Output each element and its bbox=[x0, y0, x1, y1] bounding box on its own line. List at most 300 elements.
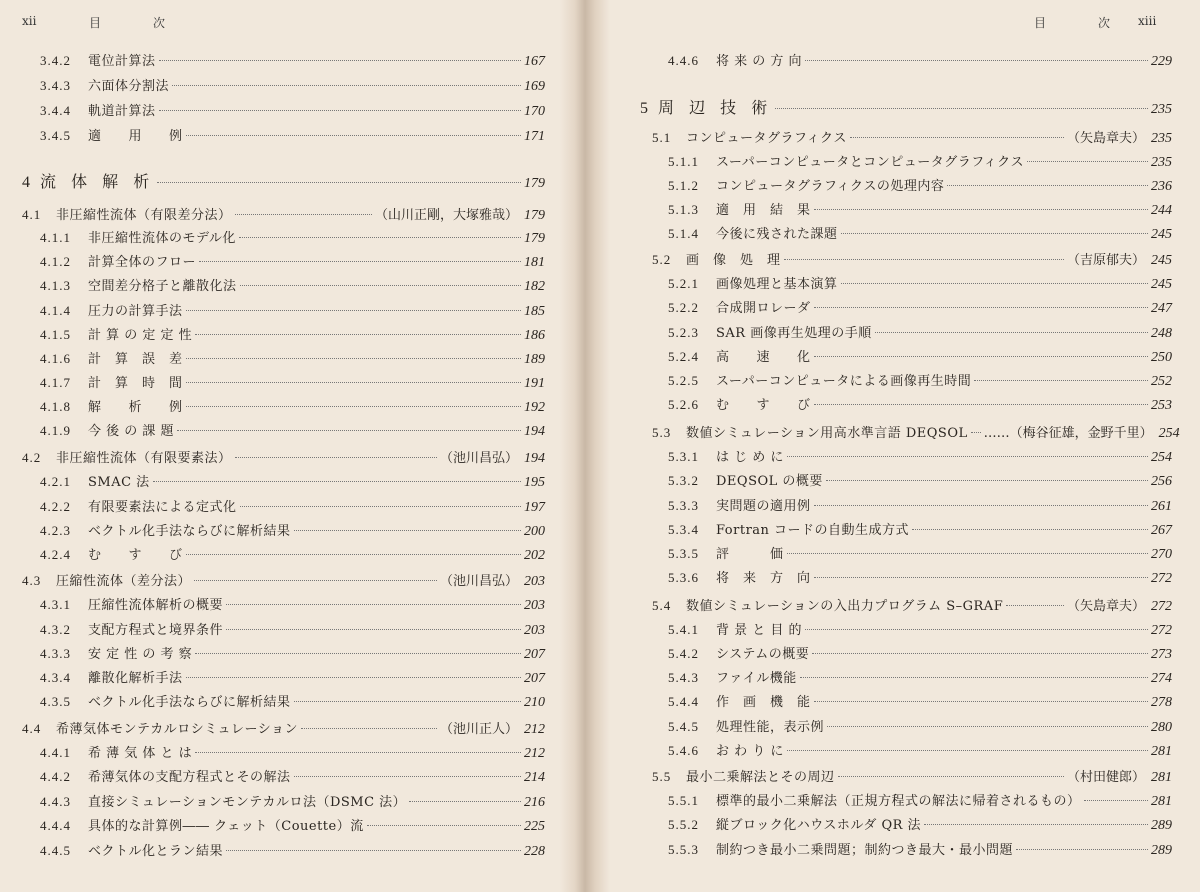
toc-title: 具体的な計算例―― クェット（Couette）流 bbox=[88, 819, 364, 834]
toc-dot-leader bbox=[814, 701, 1148, 702]
toc-number: 5.2.5 bbox=[668, 373, 699, 388]
toc-dot-leader bbox=[153, 481, 521, 482]
toc-page-number: 203 bbox=[524, 598, 545, 613]
toc-number: 4.2.2 bbox=[40, 499, 71, 514]
toc-dot-leader bbox=[239, 237, 521, 238]
toc-title: む す び bbox=[716, 398, 811, 413]
toc-subsection-row bbox=[40, 349, 545, 369]
toc-dot-leader bbox=[186, 358, 521, 359]
toc-number: 4.1.4 bbox=[40, 303, 71, 318]
toc-title: 非圧縮性流体（有限要素法） bbox=[56, 451, 232, 466]
toc-dot-leader bbox=[814, 404, 1148, 405]
toc-dot-leader bbox=[186, 382, 521, 383]
toc-number: 5.3.2 bbox=[668, 473, 699, 488]
toc-number: 5.4.5 bbox=[668, 719, 699, 734]
toc-title: 圧縮性流体（差分法） bbox=[56, 574, 192, 589]
toc-title: 将 来 方 向 bbox=[716, 571, 811, 586]
toc-dot-leader bbox=[775, 108, 1148, 109]
toc-number: 4.2.3 bbox=[40, 523, 71, 538]
toc-dot-leader bbox=[186, 677, 521, 678]
toc-dot-leader bbox=[409, 801, 521, 802]
toc-page-number: 272 bbox=[1151, 599, 1172, 614]
toc-section-row bbox=[22, 448, 545, 468]
toc-number: 4.4.2 bbox=[40, 769, 71, 784]
toc-title: DEQSOL の概要 bbox=[716, 474, 823, 489]
toc-number: 5.2 bbox=[652, 252, 672, 267]
toc-page-number: 185 bbox=[524, 304, 545, 319]
toc-number: 5.2.1 bbox=[668, 276, 699, 291]
toc-subsection-row bbox=[40, 668, 545, 688]
toc-subsection-row bbox=[40, 644, 545, 664]
toc-title: 離散化解析手法 bbox=[88, 671, 183, 686]
toc-dot-leader bbox=[814, 356, 1148, 357]
toc-number: 5.5.2 bbox=[668, 817, 699, 832]
toc-author: （吉原郁夫） bbox=[1066, 253, 1145, 268]
toc-subsection-row bbox=[668, 447, 1172, 467]
toc-title: 今 後 の 課 題 bbox=[88, 424, 175, 439]
toc-page-number: 191 bbox=[524, 376, 545, 391]
toc-title: SAR 画像再生処理の手順 bbox=[716, 326, 872, 341]
toc-number: 5.3 bbox=[652, 425, 672, 440]
toc-page-number: 182 bbox=[524, 279, 545, 294]
toc-subsection-row bbox=[40, 472, 545, 492]
toc-page-number: 235 bbox=[1151, 131, 1172, 146]
toc-page-number: 203 bbox=[524, 623, 545, 638]
toc-title: 将 来 の 方 向 bbox=[716, 54, 803, 69]
toc-title: 最小二乗解法とその周辺 bbox=[686, 770, 835, 785]
toc-title: 希薄気体モンテカルロシミュレーション bbox=[56, 722, 298, 737]
toc-section-row bbox=[22, 571, 545, 591]
toc-page-number: 169 bbox=[524, 79, 545, 94]
toc-page-number: 256 bbox=[1151, 474, 1172, 489]
toc-page-number: 195 bbox=[524, 475, 545, 490]
toc-number: 5.1.2 bbox=[668, 178, 699, 193]
toc-title: 合成開ロレーダ bbox=[716, 301, 811, 316]
toc-dot-leader bbox=[841, 233, 1148, 234]
toc-number: 4.1.3 bbox=[40, 278, 71, 293]
left-header-title: 目 次 bbox=[89, 16, 186, 30]
toc-dot-leader bbox=[827, 726, 1148, 727]
toc-dot-leader bbox=[235, 214, 372, 215]
toc-page-number: 289 bbox=[1151, 818, 1172, 833]
toc-title: 実問題の適用例 bbox=[716, 499, 811, 514]
toc-dot-leader bbox=[195, 334, 521, 335]
toc-subsection-row bbox=[668, 741, 1172, 761]
toc-page-number: 225 bbox=[524, 819, 545, 834]
toc-title: 計 算 誤 差 bbox=[88, 352, 183, 367]
toc-page-number: 179 bbox=[524, 208, 545, 223]
toc-number: 4.2 bbox=[22, 450, 42, 465]
toc-subsection-row bbox=[668, 620, 1172, 640]
toc-page-number: 254 bbox=[1151, 450, 1172, 465]
toc-number: 3.4.4 bbox=[40, 103, 71, 118]
toc-dot-leader bbox=[294, 530, 521, 531]
toc-dot-leader bbox=[947, 185, 1148, 186]
toc-dot-leader bbox=[1016, 849, 1148, 850]
toc-title: コンピュータグラフィクス bbox=[686, 131, 847, 146]
toc-dot-leader bbox=[875, 332, 1148, 333]
toc-page-number: 229 bbox=[1151, 54, 1172, 69]
toc-dot-leader bbox=[850, 137, 1064, 138]
toc-subsection-row bbox=[668, 395, 1172, 415]
toc-dot-leader bbox=[912, 529, 1148, 530]
toc-number: 4.1.5 bbox=[40, 327, 71, 342]
toc-subsection-row bbox=[40, 325, 545, 345]
toc-page-number: 253 bbox=[1151, 398, 1172, 413]
toc-page-number: 167 bbox=[524, 54, 545, 69]
toc-section-row bbox=[22, 205, 545, 225]
toc-page-number: 248 bbox=[1151, 326, 1172, 341]
toc-title: お わ り に bbox=[716, 744, 784, 759]
toc-subsection-row bbox=[668, 347, 1172, 367]
toc-title: 六面体分割法 bbox=[88, 79, 170, 94]
toc-page-number: 197 bbox=[524, 500, 545, 515]
toc-title: 背 景 と 目 的 bbox=[716, 623, 803, 638]
toc-subsection-row bbox=[40, 841, 545, 861]
toc-title: 作 画 機 能 bbox=[716, 695, 811, 710]
toc-dot-leader bbox=[186, 554, 521, 555]
toc-subsection-row bbox=[668, 323, 1172, 343]
toc-page-number: 247 bbox=[1151, 301, 1172, 316]
toc-number: 5.1.4 bbox=[668, 226, 699, 241]
toc-page-number: 179 bbox=[524, 176, 545, 191]
toc-subsection-row bbox=[668, 544, 1172, 564]
toc-author: （池川昌弘） bbox=[439, 451, 518, 466]
toc-subsection-row bbox=[668, 274, 1172, 294]
toc-dot-leader bbox=[805, 60, 1148, 61]
toc-subsection-row bbox=[668, 692, 1172, 712]
toc-dot-leader bbox=[1084, 800, 1148, 801]
toc-page-number: 207 bbox=[524, 647, 545, 662]
toc-title: 希 薄 気 体 と は bbox=[88, 746, 193, 761]
toc-dot-leader bbox=[826, 480, 1148, 481]
toc-dot-leader bbox=[240, 506, 521, 507]
toc-title: システムの概要 bbox=[716, 647, 810, 662]
toc-page-number: 272 bbox=[1151, 623, 1172, 638]
toc-dot-leader bbox=[159, 110, 521, 111]
toc-number: 5.4 bbox=[652, 598, 672, 613]
toc-dot-leader bbox=[784, 259, 1064, 260]
toc-page-number: 179 bbox=[524, 231, 545, 246]
toc-title: 流 体 解 析 bbox=[40, 172, 155, 191]
toc-number: 5.4.1 bbox=[668, 622, 699, 637]
toc-title: は じ め に bbox=[716, 450, 784, 465]
toc-page-number: 207 bbox=[524, 671, 545, 686]
toc-section-row bbox=[652, 250, 1172, 270]
toc-number: 4.4.3 bbox=[40, 794, 71, 809]
toc-title: 処理性能，表示例 bbox=[716, 720, 825, 735]
toc-dot-leader bbox=[177, 430, 521, 431]
toc-number: 5.3.3 bbox=[668, 498, 699, 513]
toc-title: 計算全体のフロー bbox=[88, 255, 197, 270]
toc-chapter-row bbox=[640, 96, 1172, 120]
toc-dot-leader bbox=[240, 285, 521, 286]
toc-dot-leader bbox=[186, 135, 521, 136]
toc-page-number: 212 bbox=[524, 722, 545, 737]
toc-subsection-row bbox=[40, 595, 545, 615]
toc-section-row bbox=[652, 767, 1172, 787]
toc-page-number: 267 bbox=[1151, 523, 1172, 538]
toc-number: 5.1.3 bbox=[668, 202, 699, 217]
toc-title: スーパーコンピュータとコンピュータグラフィクス bbox=[716, 155, 1025, 170]
book-gutter bbox=[560, 0, 610, 892]
toc-title: ファイル機能 bbox=[716, 671, 797, 686]
toc-subsection-row bbox=[668, 471, 1172, 491]
toc-title: 圧縮性流体解析の概要 bbox=[88, 598, 224, 613]
toc-section-row bbox=[652, 423, 1180, 443]
toc-title: 数値シミュレーションの入出力プログラム S–GRAF bbox=[686, 599, 1004, 614]
toc-title: 数値シミュレーション用高水準言語 DEQSOL bbox=[686, 426, 968, 441]
toc-dot-leader bbox=[812, 653, 1148, 654]
toc-number: 3.4.5 bbox=[40, 128, 71, 143]
toc-subsection-row bbox=[40, 51, 545, 71]
toc-subsection-row bbox=[668, 668, 1172, 688]
toc-subsection-row bbox=[40, 692, 545, 712]
toc-number: 4.2.4 bbox=[40, 547, 71, 562]
toc-subsection-row bbox=[40, 373, 545, 393]
toc-section-row bbox=[652, 128, 1172, 148]
toc-number: 4.1.6 bbox=[40, 351, 71, 366]
toc-page-number: 281 bbox=[1151, 770, 1172, 785]
toc-number: 4.4.5 bbox=[40, 843, 71, 858]
toc-subsection-row bbox=[40, 497, 545, 517]
toc-dot-leader bbox=[838, 776, 1064, 777]
toc-number: 4.3.3 bbox=[40, 646, 71, 661]
toc-title: 安 定 性 の 考 察 bbox=[88, 647, 193, 662]
toc-dot-leader bbox=[226, 850, 521, 851]
toc-page-number: 244 bbox=[1151, 203, 1172, 218]
toc-dot-leader bbox=[235, 457, 437, 458]
toc-number: 4.1.9 bbox=[40, 423, 71, 438]
toc-author: ……（梅谷征雄，金野千里） bbox=[983, 426, 1153, 441]
toc-page-number: 250 bbox=[1151, 350, 1172, 365]
toc-number: 3.4.2 bbox=[40, 53, 71, 68]
toc-subsection-row bbox=[40, 521, 545, 541]
toc-number: 5.3.6 bbox=[668, 570, 699, 585]
toc-subsection-row bbox=[668, 298, 1172, 318]
toc-author: （池川昌弘） bbox=[439, 574, 518, 589]
toc-page-number: 200 bbox=[524, 524, 545, 539]
toc-number: 4.4.6 bbox=[668, 53, 699, 68]
toc-title: ベクトル化とラン結果 bbox=[88, 844, 224, 859]
toc-subsection-row bbox=[40, 816, 545, 836]
toc-number: 5.3.5 bbox=[668, 546, 699, 561]
toc-title: 直接シミュレーションモンテカルロ法（DSMC 法） bbox=[88, 795, 407, 810]
toc-page-number: 261 bbox=[1151, 499, 1172, 514]
toc-page-number: 281 bbox=[1151, 794, 1172, 809]
toc-page-number: 245 bbox=[1151, 253, 1172, 268]
toc-title: ベクトル化手法ならびに解析結果 bbox=[88, 524, 291, 539]
toc-dot-leader bbox=[841, 283, 1148, 284]
toc-page-number: 245 bbox=[1151, 277, 1172, 292]
toc-dot-leader bbox=[301, 728, 437, 729]
toc-subsection-row bbox=[40, 792, 545, 812]
toc-page-number: 289 bbox=[1151, 843, 1172, 858]
toc-number: 5.3.4 bbox=[668, 522, 699, 537]
right-page-number-roman: xiii bbox=[1138, 14, 1157, 28]
toc-page-number: 194 bbox=[524, 424, 545, 439]
toc-subsection-row bbox=[668, 51, 1172, 71]
toc-author: （矢島章夫） bbox=[1066, 131, 1145, 146]
toc-number: 4.1.2 bbox=[40, 254, 71, 269]
toc-subsection-row bbox=[40, 545, 545, 565]
toc-subsection-row bbox=[668, 840, 1172, 860]
toc-dot-leader bbox=[195, 653, 521, 654]
toc-title: SMAC 法 bbox=[88, 475, 150, 490]
toc-dot-leader bbox=[787, 750, 1148, 751]
toc-dot-leader bbox=[814, 209, 1148, 210]
toc-number: 4.3.5 bbox=[40, 694, 71, 709]
toc-page-number: 281 bbox=[1151, 744, 1172, 759]
toc-dot-leader bbox=[294, 701, 521, 702]
toc-subsection-row bbox=[668, 176, 1172, 196]
toc-title: 軌道計算法 bbox=[88, 104, 156, 119]
toc-dot-leader bbox=[1006, 605, 1064, 606]
toc-page-number: 181 bbox=[524, 255, 545, 270]
toc-dot-leader bbox=[1027, 161, 1148, 162]
toc-subsection-row bbox=[40, 301, 545, 321]
toc-number: 3.4.3 bbox=[40, 78, 71, 93]
toc-title: 空間差分格子と離散化法 bbox=[88, 279, 237, 294]
toc-dot-leader bbox=[195, 752, 521, 753]
toc-title: スーパーコンピュータによる画像再生時間 bbox=[716, 374, 972, 389]
toc-dot-leader bbox=[367, 825, 521, 826]
toc-number: 5.4.6 bbox=[668, 743, 699, 758]
toc-number: 4.2.1 bbox=[40, 474, 71, 489]
toc-page-number: 212 bbox=[524, 746, 545, 761]
toc-dot-leader bbox=[805, 629, 1148, 630]
toc-title: 適 用 例 bbox=[88, 129, 183, 144]
toc-subsection-row bbox=[668, 496, 1172, 516]
toc-number: 5.5.3 bbox=[668, 842, 699, 857]
toc-title: 計 算 の 定 定 性 bbox=[88, 328, 193, 343]
toc-subsection-row bbox=[40, 252, 545, 272]
toc-number: 5.1.1 bbox=[668, 154, 699, 169]
toc-title: 縦ブロック化ハウスホルダ QR 法 bbox=[716, 818, 922, 833]
toc-dot-leader bbox=[974, 380, 1148, 381]
toc-subsection-row bbox=[40, 76, 545, 96]
toc-subsection-row bbox=[668, 520, 1172, 540]
toc-subsection-row bbox=[40, 126, 545, 146]
toc-number: 5.3.1 bbox=[668, 449, 699, 464]
toc-dot-leader bbox=[186, 406, 521, 407]
toc-page-number: 210 bbox=[524, 695, 545, 710]
toc-dot-leader bbox=[294, 776, 521, 777]
toc-title: 支配方程式と境界条件 bbox=[88, 623, 224, 638]
toc-page-number: 236 bbox=[1151, 179, 1172, 194]
toc-page-number: 214 bbox=[524, 770, 545, 785]
toc-number: 4 bbox=[22, 174, 31, 191]
toc-page-number: 254 bbox=[1158, 426, 1180, 441]
toc-dot-leader bbox=[226, 604, 521, 605]
toc-title: 圧力の計算手法 bbox=[88, 304, 183, 319]
toc-number: 5.2.3 bbox=[668, 325, 699, 340]
toc-dot-leader bbox=[814, 307, 1148, 308]
toc-subsection-row bbox=[668, 371, 1172, 391]
toc-page-number: 278 bbox=[1151, 695, 1172, 710]
toc-page-number: 228 bbox=[524, 844, 545, 859]
toc-title: Fortran コードの自動生成方式 bbox=[716, 523, 910, 538]
right-header-title: 目 次 bbox=[1034, 16, 1131, 30]
toc-number: 5.2.6 bbox=[668, 397, 699, 412]
toc-dot-leader bbox=[157, 182, 521, 183]
toc-number: 5.1 bbox=[652, 130, 672, 145]
toc-number: 4.3.4 bbox=[40, 670, 71, 685]
toc-number: 5.2.4 bbox=[668, 349, 699, 364]
toc-page-number: 171 bbox=[524, 129, 545, 144]
toc-number: 5.5.1 bbox=[668, 793, 699, 808]
toc-page-number: 186 bbox=[524, 328, 545, 343]
toc-number: 4.3.1 bbox=[40, 597, 71, 612]
toc-number: 4.4 bbox=[22, 721, 42, 736]
toc-number: 4.1.7 bbox=[40, 375, 71, 390]
toc-number: 5.2.2 bbox=[668, 300, 699, 315]
toc-page-number: 203 bbox=[524, 574, 545, 589]
toc-page-number: 192 bbox=[524, 400, 545, 415]
toc-subsection-row bbox=[668, 815, 1172, 835]
toc-dot-leader bbox=[971, 432, 981, 433]
toc-number: 4.4.1 bbox=[40, 745, 71, 760]
toc-section-row bbox=[22, 719, 545, 739]
toc-page-number: 280 bbox=[1151, 720, 1172, 735]
toc-subsection-row bbox=[40, 743, 545, 763]
toc-title: 周 辺 技 術 bbox=[658, 98, 773, 117]
toc-number: 4.1.8 bbox=[40, 399, 71, 414]
toc-title: 制約つき最小二乗問題；制約つき最大・最小問題 bbox=[716, 843, 1014, 858]
toc-dot-leader bbox=[814, 577, 1148, 578]
toc-title: 画像処理と基本演算 bbox=[716, 277, 838, 292]
toc-subsection-row bbox=[668, 224, 1172, 244]
toc-subsection-row bbox=[40, 620, 545, 640]
toc-title: 有限要素法による定式化 bbox=[88, 500, 237, 515]
toc-page-number: 216 bbox=[524, 795, 545, 810]
toc-subsection-row bbox=[40, 397, 545, 417]
toc-author: （村田健郎） bbox=[1066, 770, 1145, 785]
toc-subsection-row bbox=[40, 228, 545, 248]
toc-title: 計 算 時 間 bbox=[88, 376, 183, 391]
toc-page-number: 170 bbox=[524, 104, 545, 119]
toc-dot-leader bbox=[787, 456, 1148, 457]
toc-chapter-row bbox=[22, 170, 545, 194]
toc-dot-leader bbox=[194, 580, 437, 581]
toc-dot-leader bbox=[800, 677, 1148, 678]
toc-subsection-row bbox=[40, 101, 545, 121]
left-page-number-roman: xii bbox=[22, 14, 37, 28]
toc-page-number: 194 bbox=[524, 451, 545, 466]
toc-page-number: 235 bbox=[1151, 155, 1172, 170]
toc-subsection-row bbox=[668, 644, 1172, 664]
toc-title: 解 析 例 bbox=[88, 400, 183, 415]
toc-dot-leader bbox=[814, 505, 1148, 506]
toc-author: （矢島章夫） bbox=[1066, 599, 1145, 614]
toc-title: ベクトル化手法ならびに解析結果 bbox=[88, 695, 291, 710]
toc-dot-leader bbox=[172, 85, 521, 86]
toc-subsection-row bbox=[668, 152, 1172, 172]
toc-number: 4.4.4 bbox=[40, 818, 71, 833]
toc-title: む す び bbox=[88, 548, 183, 563]
toc-number: 5.4.3 bbox=[668, 670, 699, 685]
toc-dot-leader bbox=[924, 824, 1148, 825]
toc-number: 5.5 bbox=[652, 769, 672, 784]
toc-author: （山川正剛，大塚雅哉） bbox=[374, 208, 518, 223]
toc-number: 4.1 bbox=[22, 207, 42, 222]
toc-subsection-row bbox=[40, 276, 545, 296]
toc-page-number: 189 bbox=[524, 352, 545, 367]
toc-number: 4.1.1 bbox=[40, 230, 71, 245]
toc-title: 評 価 bbox=[716, 547, 784, 562]
toc-page-number: 202 bbox=[524, 548, 545, 563]
toc-title: 画 像 処 理 bbox=[686, 253, 781, 268]
